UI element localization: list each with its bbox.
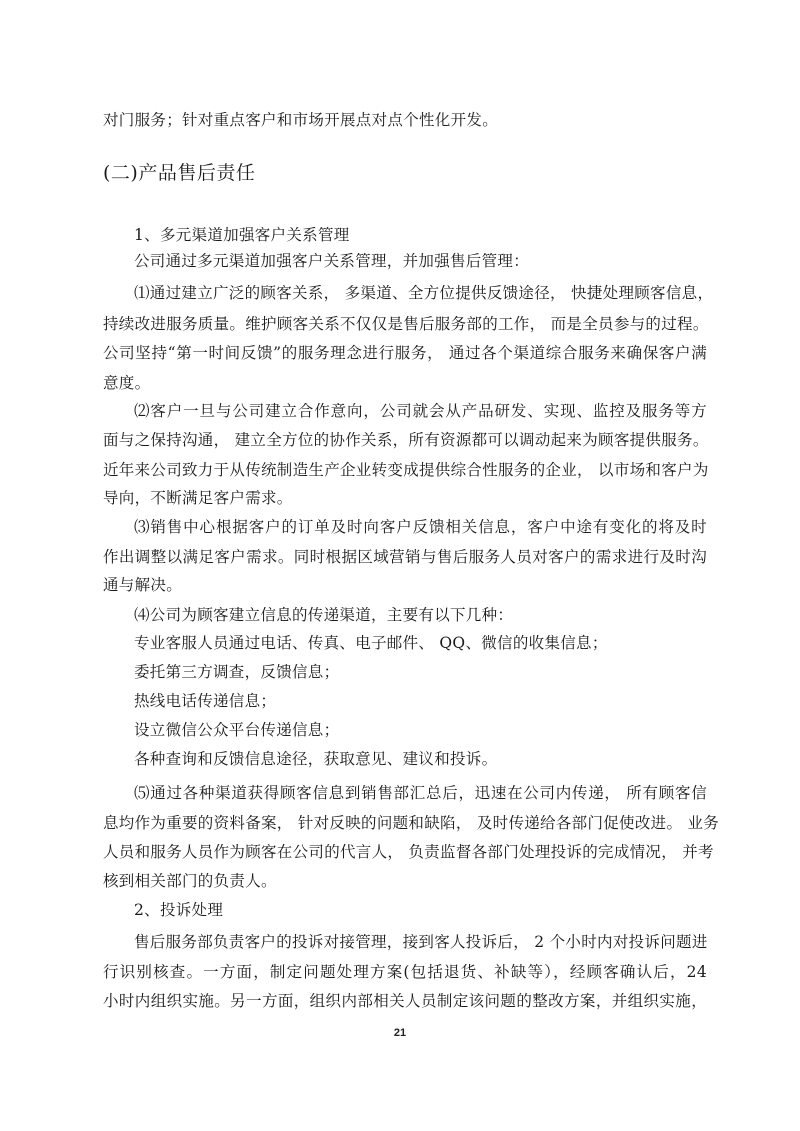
paragraph-line: 导向，不断满足客户需求。 (103, 489, 293, 507)
list-item: 热线电话传递信息； (134, 692, 277, 710)
paragraph-line: ⑴通过建立广泛的顾客关系， 多渠道、全方位提供反馈途径， 快捷处理顾客信息， (134, 284, 714, 302)
paragraph-line: 面与之保持沟通， 建立全方位的协作关系，所有资源都可以调动起来为顾客提供服务。 (103, 431, 709, 449)
list-item: 各种查询和反馈信息途径，获取意见、建议和投诉。 (134, 750, 498, 768)
subsection-heading-customer-relations: 1、多元渠道加强客户关系管理 (134, 226, 350, 244)
paragraph-line: 通与解决。 (103, 576, 183, 594)
subsection-heading-complaints: 2、投诉处理 (134, 901, 224, 919)
list-item: 专业客服人员通过电话、传真、电子邮件、 QQ、微信的收集信息； (134, 634, 608, 652)
list-item: 委托第三方调查，反馈信息； (134, 663, 340, 681)
paragraph-line: 公司通过多元渠道加强客户关系管理，并加强售后管理： (134, 252, 530, 270)
paragraph-line: 意度。 (103, 374, 151, 392)
paragraph-line: ⑶销售中心根据客户的订单及时向客户反馈相关信息，客户中途有变化的将及时 (134, 518, 707, 536)
paragraph-line: ⑸通过各种渠道获得顾客信息到销售部汇总后，迅速在公司内传递， 所有顾客信 (134, 784, 707, 802)
paragraph-line: 售后服务部负责客户的投诉对接管理，接到客人投诉后， 2 个小时内对投诉问题进 (134, 933, 708, 951)
paragraph-line: 行识别核查。一方面，制定问题处理方案(包括退货、补缺等），经顾客确认后，24 (103, 963, 707, 981)
paragraph-line: 对门服务；针对重点客户和市场开展点对点个性化开发。 (103, 111, 499, 129)
paragraph-line: 公司坚持“第一时间反馈”的服务理念进行服务， 通过各个渠道综合服务来确保客户满 (103, 344, 707, 362)
paragraph-line: 息均作为重要的资料备案， 针对反映的问题和缺陷， 及时传递给各部门促使改进。 业务 (103, 814, 720, 832)
page-number: 21 (393, 1027, 407, 1039)
paragraph-line: 作出调整以满足客户需求。同时根据区域营销与售后服务人员对客户的需求进行及时沟 (103, 548, 707, 566)
list-item: 设立微信公众平台传递信息； (134, 721, 340, 739)
paragraph-line: 小时内组织实施。另一方面，组织内部相关人员制定该问题的整改方案，并组织实施， (103, 992, 707, 1010)
paragraph-line: ⑵客户一旦与公司建立合作意向，公司就会从产品研发、实现、监控及服务等方 (134, 402, 707, 420)
paragraph-line: 持续改进服务质量。维护顾客关系不仅仅是售后服务部的工作， 而是全员参与的过程。 (103, 315, 709, 333)
paragraph-line: 人员和服务人员作为顾客在公司的代言人， 负责监督各部门处理投诉的完成情况， 并考 (103, 843, 714, 861)
paragraph-line: 近年来公司致力于从传统制造生产企业转变成提供综合性服务的企业， 以市场和客户为 (103, 461, 709, 479)
paragraph-line: ⑷公司为顾客建立信息的传递渠道，主要有以下几种： (134, 606, 514, 624)
section-heading: (二)产品售后责任 (103, 162, 256, 184)
paragraph-line: 核到相关部门的负责人。 (103, 872, 277, 890)
